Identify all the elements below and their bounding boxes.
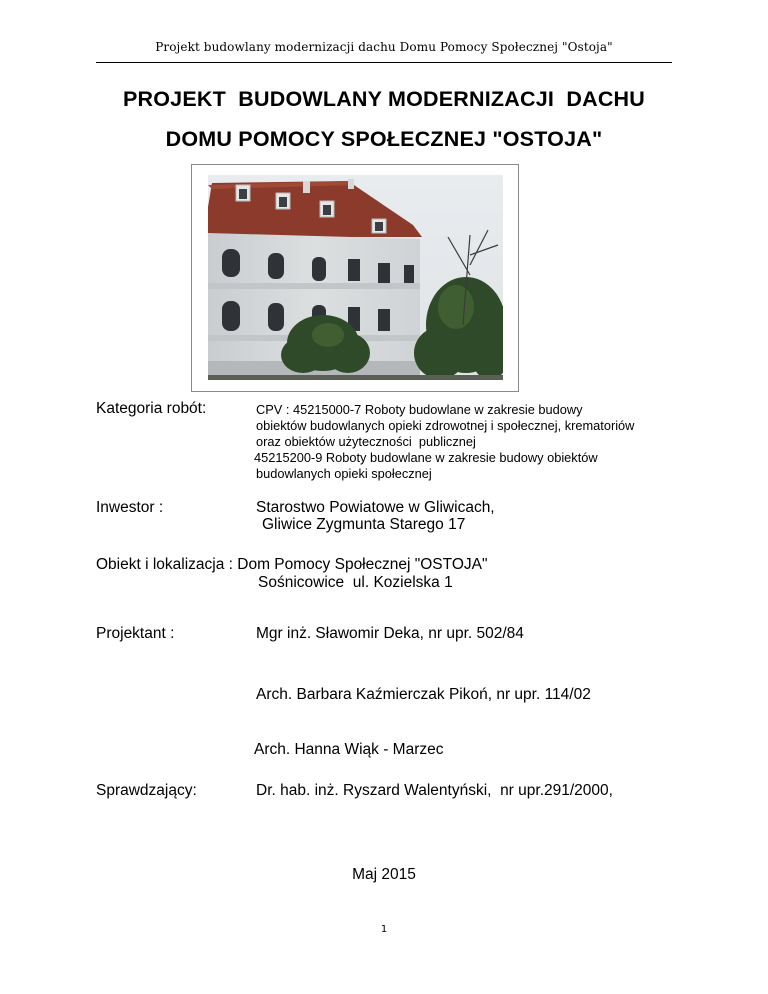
projektant-name-1: Mgr inż. Sławomir Deka, nr upr. 502/84 (256, 625, 524, 642)
running-header: Projekt budowlany modernizacji dachu Domu Pomocy Społecznej "Ostoja" (155, 40, 613, 54)
projektant-name-3: Arch. Hanna Wiąk - Marzec (254, 741, 444, 758)
kategoria-line-2: obiektów budowlanych opieki zdrowotnej i społecznej, krematoriów (256, 418, 635, 433)
inwestor-line-2: Gliwice Zygmunta Starego 17 (262, 516, 466, 533)
kategoria-line-4: 45215200-9 Roboty budowlane w zakresie budowy obiektów (254, 450, 598, 465)
projektant-label: Projektant : (96, 625, 175, 642)
inwestor-label: Inwestor : (96, 499, 164, 516)
kategoria-line-1: CPV : 45215000-7 Roboty budowlane w zakresie budowy (256, 402, 583, 417)
page-number: 1 (380, 924, 388, 935)
inwestor-line-1: Starostwo Powiatowe w Gliwicach, (256, 499, 495, 516)
projektant-name-2: Arch. Barbara Kaźmierczak Pikoń, nr upr. 114/02 (256, 686, 591, 703)
document-date: Maj 2015 (352, 866, 416, 883)
title-line-1: PROJEKT BUDOWLANY MODERNIZACJI DACHU (122, 87, 646, 111)
kategoria-line-5: budowlanych opieki społecznej (256, 466, 432, 481)
sprawdzajacy-name: Dr. hab. inż. Ryszard Walentyński, nr upr.291/2000, (256, 782, 613, 799)
building-photo (208, 175, 503, 380)
header-rule (96, 62, 672, 63)
kategoria-label: Kategoria robót: (96, 400, 207, 417)
obiekt-line-2: Sośnicowice ul. Kozielska 1 (258, 574, 453, 591)
title-line-2: DOMU POMOCY SPOŁECZNEJ "OSTOJA" (165, 127, 603, 151)
sprawdzajacy-label: Sprawdzający: (96, 782, 197, 799)
kategoria-line-3: oraz obiektów użyteczności publicznej (256, 434, 476, 449)
obiekt-line-1: Obiekt i lokalizacja : Dom Pomocy Społecznej "OSTOJA" (96, 556, 488, 573)
